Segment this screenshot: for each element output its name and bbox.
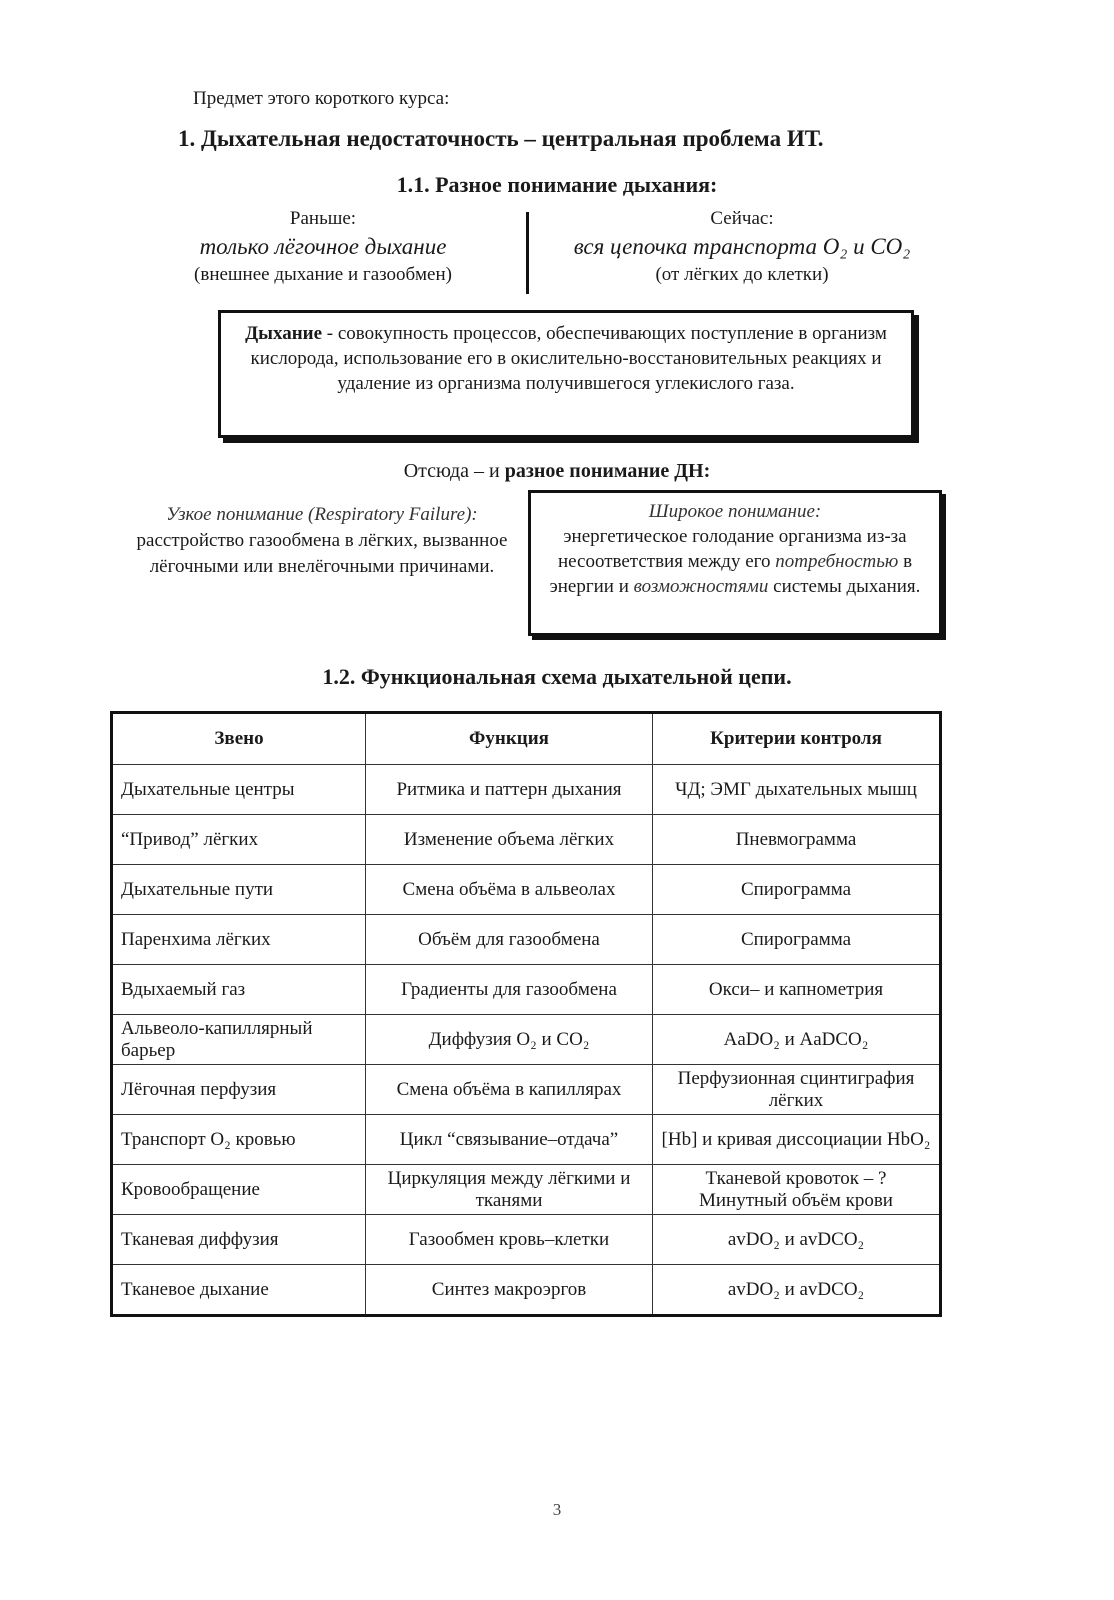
respiratory-chain-table xyxy=(110,711,942,1317)
cell-link: Паренхима лёгких xyxy=(112,915,366,965)
table-row xyxy=(112,815,941,865)
cell-criteria: ЧД; ЭМГ дыхательных мышц xyxy=(653,765,941,815)
cell-criteria: Тканевой кровоток – ? Минутный объём крови xyxy=(653,1165,941,1215)
page-number: 3 xyxy=(552,1500,562,1519)
wide-caption: Широкое понимание: xyxy=(648,501,822,522)
cell-function: Синтез макроэргов xyxy=(366,1265,653,1316)
now-main: вся цепочка транспорта O₂ и CO₂ xyxy=(573,234,911,259)
cell-link: Тканевая диффузия xyxy=(112,1215,366,1265)
table-row xyxy=(112,865,941,915)
cell-function: Ритмика и паттерн дыхания xyxy=(366,765,653,815)
section-heading-1: 1. Дыхательная недостаточность – центральная проблема ИТ. xyxy=(178,126,824,151)
cell-link: Кровообращение xyxy=(112,1165,366,1215)
table-body xyxy=(112,765,941,1316)
definition-box xyxy=(218,310,914,438)
table-row xyxy=(112,965,941,1015)
cell-link: Транспорт O₂ кровью xyxy=(112,1115,366,1165)
table-header-row xyxy=(112,713,941,765)
wide-text xyxy=(537,524,933,599)
section-heading-1-1: 1.1. Разное понимание дыхания: xyxy=(396,172,718,197)
narrow-caption: Узкое понимание (Respiratory Failure): xyxy=(166,504,478,525)
table-row xyxy=(112,1215,941,1265)
column-divider xyxy=(526,212,529,294)
header-criteria: Критерии контроля xyxy=(653,713,941,765)
cell-criteria: avDO₂ и avDCO₂ xyxy=(653,1215,941,1265)
before-label: Раньше: xyxy=(289,208,357,229)
definition-text: - совокупность процессов, обеспечивающих поступление в организм кислорода, использование его в окислительно-восстановительных реакциях и удаление из организма получившегося углекислого газа. xyxy=(250,323,887,394)
table-row xyxy=(112,915,941,965)
intro-line: Предмет этого короткого курса: xyxy=(193,88,450,109)
wide-emph-capacity: возможностями xyxy=(633,576,769,597)
header-function: Функция xyxy=(366,713,653,765)
cell-link: Вдыхаемый газ xyxy=(112,965,366,1015)
table-row xyxy=(112,1115,941,1165)
cell-criteria: [Hb] и кривая диссоциации HbO₂ xyxy=(653,1115,941,1165)
cell-link: Тканевое дыхание xyxy=(112,1265,366,1316)
table-row xyxy=(112,1165,941,1215)
wide-part3: системы дыхания. xyxy=(768,576,921,597)
cell-criteria: AaDO₂ и AaDCO₂ xyxy=(653,1015,941,1065)
cell-link: “Привод” лёгких xyxy=(112,815,366,865)
section-heading-1-2: 1.2. Функциональная схема дыхательной цепи. xyxy=(322,664,792,689)
table-row xyxy=(112,1015,941,1065)
before-note: (внешнее дыхание и газообмен) xyxy=(194,264,452,285)
now-note: (от лёгких до клетки) xyxy=(655,264,829,285)
cell-function: Объём для газообмена xyxy=(366,915,653,965)
header-link: Звено xyxy=(112,713,366,765)
now-column xyxy=(532,205,952,289)
cell-function: Смена объёма в капиллярах xyxy=(366,1065,653,1115)
cell-criteria: Спирограмма xyxy=(653,865,941,915)
cell-criteria: Окси– и капнометрия xyxy=(653,965,941,1015)
before-column xyxy=(148,205,498,289)
wide-part1: энергетическое голодание организма из-за несоответствия между его xyxy=(557,526,907,572)
cell-function: Изменение объема лёгких xyxy=(366,815,653,865)
narrow-understanding xyxy=(128,502,516,580)
table-row xyxy=(112,1265,941,1316)
definition-term: Дыхание xyxy=(245,323,323,344)
otsuda-prefix: Отсюда – и xyxy=(403,460,505,482)
wide-part2: в энергии и xyxy=(549,551,913,597)
cell-function: Градиенты для газообмена xyxy=(366,965,653,1015)
cell-criteria: Спирограмма xyxy=(653,915,941,965)
table-row xyxy=(112,765,941,815)
wide-emph-need: потребностью xyxy=(775,551,899,572)
cell-link: Дыхательные центры xyxy=(112,765,366,815)
cell-link: Лёгочная перфузия xyxy=(112,1065,366,1115)
table-row xyxy=(112,1065,941,1115)
cell-link: Альвеоло-капиллярный барьер xyxy=(112,1015,366,1065)
cell-function: Газообмен кровь–клетки xyxy=(366,1215,653,1265)
cell-link: Дыхательные пути xyxy=(112,865,366,915)
cell-function: Смена объёма в альвеолах xyxy=(366,865,653,915)
wide-understanding-box xyxy=(528,490,942,636)
before-main: только лёгочное дыхание xyxy=(199,234,447,259)
cell-function: Циркуляция между лёгкими и тканями xyxy=(366,1165,653,1215)
now-label: Сейчас: xyxy=(710,208,774,229)
otsuda-line xyxy=(0,460,1114,483)
cell-function: Диффузия O₂ и CO₂ xyxy=(366,1015,653,1065)
cell-criteria: Пневмограмма xyxy=(653,815,941,865)
otsuda-bold: разное понимание ДН: xyxy=(504,460,711,482)
cell-function: Цикл “связывание–отдача” xyxy=(366,1115,653,1165)
cell-criteria: Перфузионная сцинтиграфия лёгких xyxy=(653,1065,941,1115)
narrow-text: расстройство газообмена в лёгких, вызванное лёгочными или внелёгочными причинами. xyxy=(136,530,508,577)
cell-criteria: avDO₂ и avDCO₂ xyxy=(653,1265,941,1316)
